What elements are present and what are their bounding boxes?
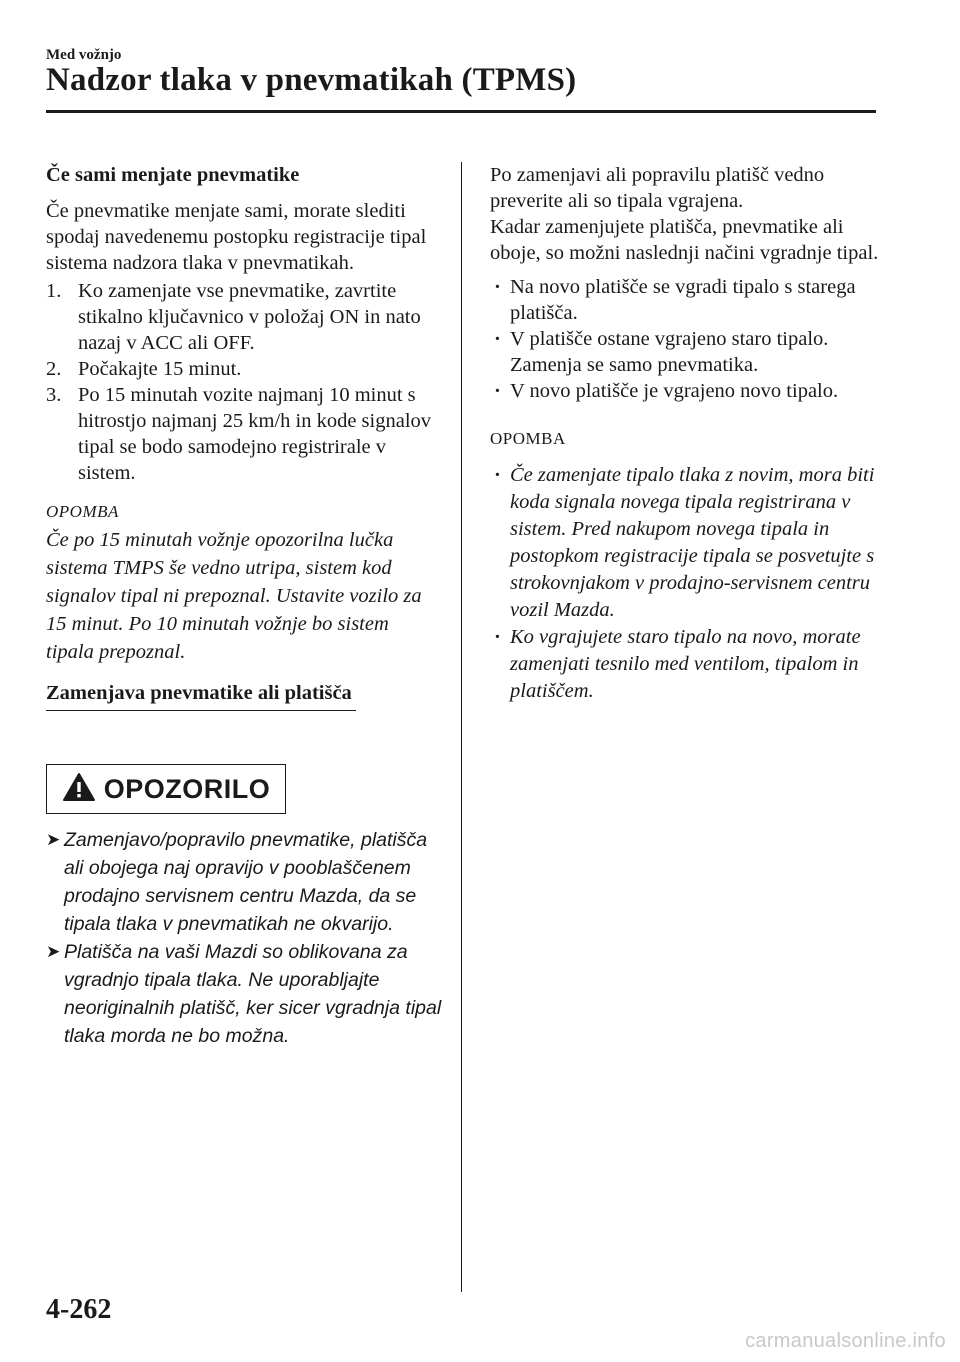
- sub-heading: Zamenjava pnevmatike ali platišča: [46, 680, 356, 711]
- arrow-right-icon: ➤: [46, 942, 61, 961]
- step-text: Po 15 minutah vozite najmanj 10 minut s hitrostjo najmanj 25 km/h in kode signalov tipal se bodo samodejno registrirale v sistem.: [78, 384, 432, 484]
- step-number: 2.: [46, 358, 62, 380]
- right-column: [490, 162, 890, 705]
- list-item: [490, 326, 890, 378]
- left-heading: Če sami menjate pnevmatike: [46, 164, 300, 186]
- note-title: OPOMBA: [490, 429, 566, 448]
- list-item: [490, 378, 890, 404]
- bullet-dot-icon: ·: [494, 328, 501, 350]
- steps-list: [46, 278, 438, 486]
- column-divider: [461, 162, 462, 1292]
- warning-item: [46, 938, 446, 1050]
- arrow-right-icon: ➤: [46, 830, 61, 849]
- step-text: Ko zamenjate vse pnevmatike, zavrtite stikalno ključavnico v položaj ON in nato nazaj v ACC ali OFF.: [78, 280, 421, 354]
- step-item: [46, 356, 438, 382]
- note-item: [490, 624, 890, 705]
- warning-item: [46, 826, 446, 938]
- install-options-list: [490, 274, 890, 404]
- watermark: carmanualsonline.info: [745, 1330, 946, 1352]
- right-note: [490, 426, 890, 705]
- section-label: Med vožnjo: [46, 47, 122, 63]
- warning-box: [46, 764, 286, 814]
- note-title: OPOMBA: [46, 502, 119, 521]
- step-number: 3.: [46, 384, 62, 406]
- step-text: Počakajte 15 minut.: [78, 358, 242, 380]
- right-intro-2: Kadar zamenjujete platišča, pnevmatike ali oboje, so možni naslednji načini vgradnje tipal.: [490, 216, 879, 264]
- title-rule: [46, 110, 876, 113]
- left-note: [46, 498, 438, 666]
- right-intro-1: Po zamenjavi ali popravilu platišč vedno preverite ali so tipala vgrajena.: [490, 164, 825, 212]
- list-item-text: V novo platišče je vgrajeno novo tipalo.: [510, 380, 839, 402]
- bullet-dot-icon: ·: [494, 626, 501, 648]
- note-item-text: Če zamenjate tipalo tlaka z novim, mora biti koda signala novega tipala registrirana v sistem. Pred nakupom novega tipala in postopkom registracije tipala se posvetujte s strokovnjakom v prodajno-servisnem centru vozil Mazda.: [510, 464, 875, 621]
- note-list: [490, 462, 890, 705]
- warning-text: Zamenjavo/popravilo pnevmatike, platišča ali obojega naj opravijo v pooblaščenem prodajno servisnem centru Mazda, da se tipala tlaka v pnevmatikah ne okvarijo.: [64, 829, 428, 935]
- step-item: [46, 278, 438, 356]
- list-item: [490, 274, 890, 326]
- bullet-dot-icon: ·: [494, 464, 501, 486]
- page-number: 4-262: [46, 1294, 112, 1325]
- note-item-text: Ko vgrajujete staro tipalo na novo, morate zamenjati tesnilo med ventilom, tipalom in platiščem.: [510, 626, 861, 702]
- note-text: Če po 15 minutah vožnje opozorilna lučka sistema TMPS še vedno utripa, sistem kod signalov tipal ni prepoznal. Ustavite vozilo za 15 minut. Po 10 minutah vožnje bo sistem tipala prepoznal.: [46, 529, 422, 663]
- step-number: 1.: [46, 280, 62, 302]
- warning-list: [46, 826, 446, 1050]
- step-item: [46, 382, 438, 486]
- bullet-dot-icon: ·: [494, 276, 501, 298]
- warning-text: Platišča na vaši Mazdi so oblikovana za vgradnjo tipala tlaka. Ne uporabljajte neoriginalnih platišč, ker sicer vgradnja tipal tlaka morda ne bo možna.: [64, 941, 442, 1047]
- warning-label: OPOZORILO: [103, 773, 271, 804]
- bullet-dot-icon: ·: [494, 380, 501, 402]
- page-title: Nadzor tlaka v pnevmatikah (TPMS): [46, 62, 577, 98]
- note-item: [490, 462, 890, 624]
- list-item-text: Na novo platišče se vgradi tipalo s starega platišča.: [510, 276, 856, 324]
- left-column: [46, 162, 438, 711]
- list-item-text: V platišče ostane vgrajeno staro tipalo. Zamenja se samo pnevmatika.: [510, 328, 829, 376]
- left-intro: Če pnevmatike menjate sami, morate slediti spodaj navedenemu postopku registracije tipal sistema nadzora tlaka v pnevmatikah.: [46, 200, 427, 274]
- warning-triangle-icon: [62, 772, 96, 807]
